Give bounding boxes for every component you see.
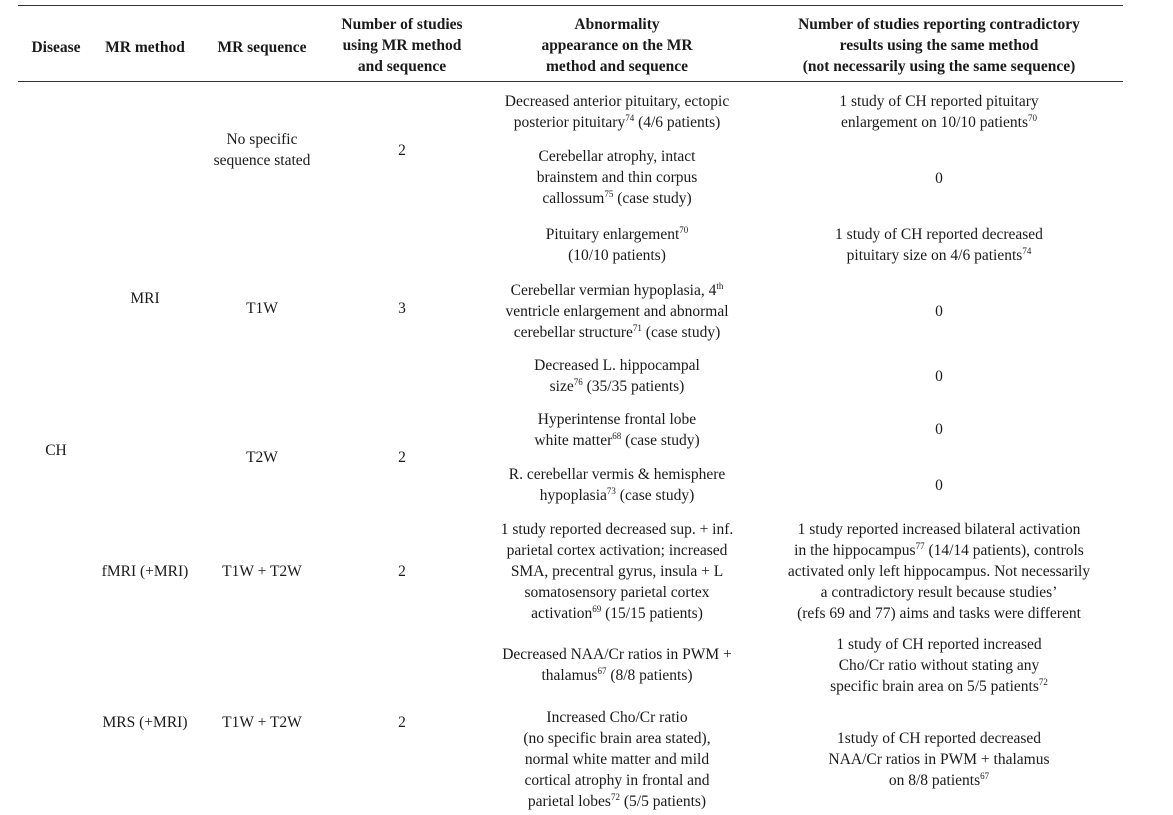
method-mrs: MRS (+MRI) (102, 714, 188, 731)
method-fmri: fMRI (+MRI) (101, 563, 189, 580)
abnormality-row-2: Cerebellar atrophy, intact brainstem and thin corpus callossum$^{75}$ (case study) (536, 148, 698, 207)
header-mr-sequence: MR sequence (217, 39, 307, 56)
header-disease: Disease (31, 39, 81, 56)
contradictory-row-2: 0 (935, 170, 943, 187)
table-top-rule (18, 5, 1123, 6)
disease-cell: CH (45, 442, 67, 459)
contradictory-row-4: 0 (935, 303, 943, 320)
abnormality-row-4: Cerebellar vermian hypoplasia, 4th ventricle enlargement and abnormal cerebellar structure$^{71}$ (case study) (505, 280, 729, 341)
abnormality-row-1: Decreased anterior pituitary, ectopic posterior pituitary$^{74}$ (4/6 patients) (504, 93, 730, 131)
abnormality-row-9: Decreased NAA/Cr ratios in PWM + thalamus$^{67}$ (8/8 patients) (502, 646, 732, 684)
method-mri: MRI (130, 290, 160, 307)
count-mrs: 2 (398, 714, 406, 731)
contradictory-row-7: 0 (935, 477, 943, 494)
count-none: 2 (398, 142, 406, 159)
sequence-t2w: T2W (246, 449, 278, 466)
sequence-mrs: T1W + T2W (222, 714, 302, 731)
contradictory-row-1: 1 study of CH reported pituitary enlargement on 10/10 patients$^{70}$ (839, 93, 1039, 131)
sequence-fmri: T1W + T2W (222, 563, 302, 580)
contradictory-row-5: 0 (935, 368, 943, 385)
header-bottom-rule (18, 81, 1123, 82)
header-abnormality: Abnormality appearance on the MR method and sequence (541, 16, 693, 75)
sequence-none: No specific sequence stated (213, 131, 311, 169)
abnormality-row-6: Hyperintense frontal lobe white matter$^{68}$ (case study) (534, 411, 700, 449)
abnormality-row-10: Increased Cho/Cr ratio (no specific brain area stated), normal white matter and mild cortical atrophy in frontal and parietal lobes$^{72}$ (5/5 patients) (523, 709, 711, 810)
contradictory-row-10: 1study of CH reported decreased NAA/Cr ratios in PWM + thalamus on 8/8 patients$^{67}$ (828, 730, 1050, 789)
contradictory-row-8: 1 study reported increased bilateral activation in the hippocampus$^{77}$ (14/14 patients), controls activated only left hippocampus. Not necessarily a contradictory result because studies’ (refs 69 and 77) aims and tasks were different (787, 521, 1091, 622)
header-mr-method: MR method (105, 39, 185, 56)
abnormality-row-3: Pituitary enlargement$^{70}$ (10/10 patients) (545, 224, 689, 264)
contradictory-row-9: 1 study of CH reported increased Cho/Cr ratio without stating any specific brain area on 5/5 patients$^{72}$ (830, 636, 1048, 695)
header-number-of-studies: Number of studies using MR method and sequence (341, 16, 463, 75)
sequence-t1w: T1W (246, 300, 278, 317)
abnormality-row-8: 1 study reported decreased sup. + inf. parietal cortex activation; increased SMA, precentral gyrus, insula + L somatosensory parietal cortex activation$^{69}$ (15/15 patients) (500, 521, 734, 622)
count-fmri: 2 (398, 563, 406, 580)
count-t2w: 2 (398, 449, 406, 466)
count-t1w: 3 (398, 300, 406, 317)
header-contradictory: Number of studies reporting contradictory results using the same method (not necessarily using the same sequence) (798, 16, 1080, 75)
contradictory-row-3: 1 study of CH reported decreased pituitary size on 4/6 patients$^{74}$ (835, 226, 1043, 264)
abnormality-row-5: Decreased L. hippocampal size$^{76}$ (35/35 patients) (534, 357, 700, 395)
abnormality-row-7: R. cerebellar vermis & hemisphere hypoplasia$^{73}$ (case study) (508, 466, 726, 504)
contradictory-row-6: 0 (935, 421, 943, 438)
